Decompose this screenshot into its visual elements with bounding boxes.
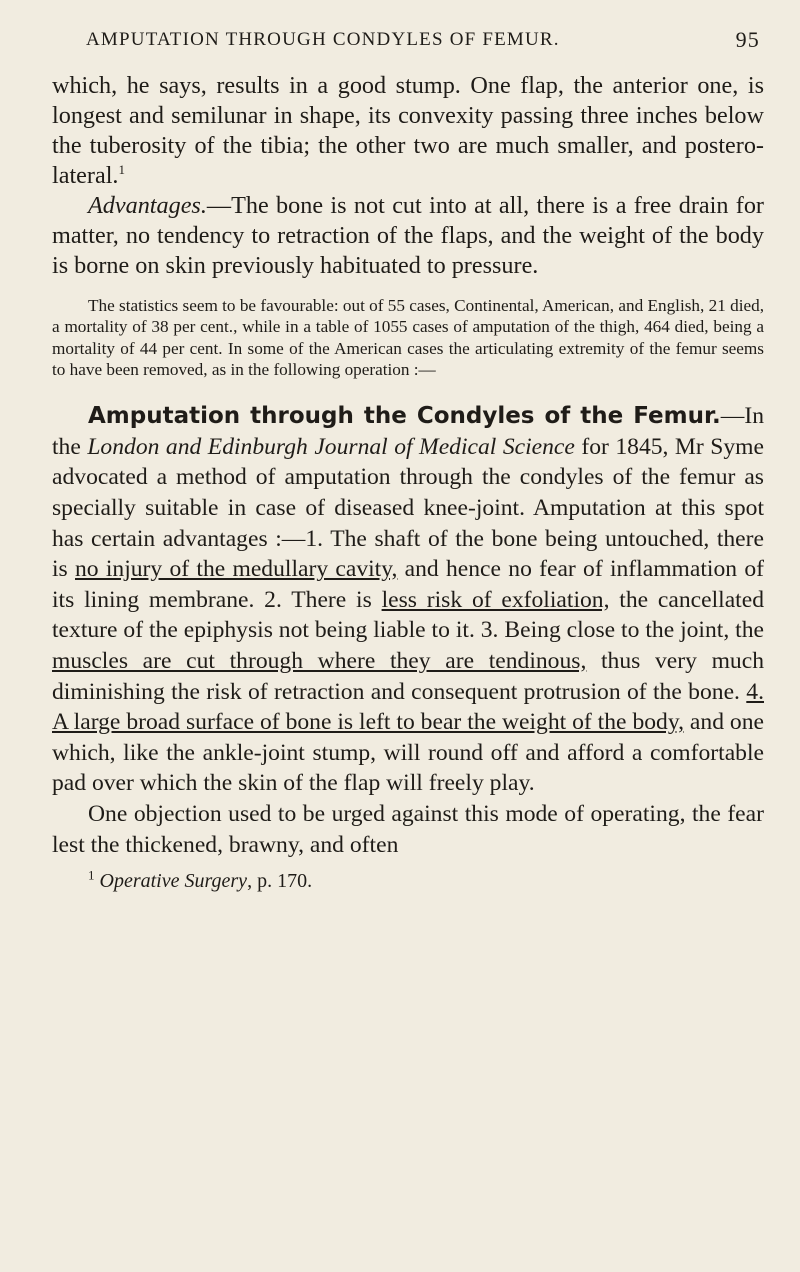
paragraph-advantages: [52, 191, 764, 281]
footnote-reference: 1: [118, 161, 125, 177]
section-text-a: for 1845, Mr Syme advocated a method of amputation through the condyles of the femur as specially suitable in case of diseased knee-joint. Amputation at this spot has certain advantages :—1. The shaft of the bone being untouched, there is: [52, 433, 764, 583]
running-head: [52, 0, 764, 60]
advantages-text: —The bone is not cut into at all, there is a free drain for matter, no tendency to retraction of the flaps, and the weight of the body is borne on skin previously habituated to pressure.: [52, 192, 764, 279]
underlined-exfoliation: less risk of exfoliation,: [381, 586, 610, 613]
footnote: [52, 867, 764, 893]
section-text-b: and hence no fear of inflammation of its lining membrane. 2. There is: [52, 556, 764, 613]
footnote-text: , p. 170.: [247, 870, 313, 893]
advantages-lead: Advantages.: [88, 192, 207, 219]
underlined-broad-surface: 4. A large broad surface of bone is left to bear the weight of the body,: [52, 678, 764, 736]
section-condyles: [52, 401, 764, 799]
section-text-c: the cancellated texture of the epiphysis not being liable to it. 3. Being close to the joint, the: [52, 586, 764, 644]
underlined-medullary: no injury of the medullary cavity,: [75, 556, 398, 583]
page-number: 95: [735, 27, 760, 52]
paragraph-flap-text: which, he says, results in a good stump. One flap, the anterior one, is longest and semilunar in shape, its convexity passing three inches below the tuberosity of the tibia; the other two are much smaller, and postero-lateral.: [52, 72, 764, 189]
underlined-muscles: muscles are cut through where they are tendinous,: [52, 647, 587, 674]
section-text-e: and one which, like the ankle-joint stump, will round off and afford a comfortable pad over which the skin of the flap will freely play.: [52, 709, 764, 797]
footnote-title: Operative Surgery: [99, 870, 248, 893]
section-text-d: thus very much diminishing the risk of retraction and consequent protrusion of the bone.: [52, 647, 764, 705]
section-dash: —In the: [52, 403, 764, 460]
section-heading: Amputation through the Condyles of the Femur.: [88, 403, 721, 430]
journal-title: London and Edinburgh Journal of Medical Science: [87, 433, 575, 460]
statistics-note: The statistics seem to be favourable: out of 55 cases, Continental, American, and English, 21 died, a mortality of 38 per cent., while in a table of 1055 cases of amputation of the thigh, 464 died, being a mortality of 44 per cent. In some of the American cases the articulating extremity of the femur seems to have been removed, as in the following operation :—: [52, 296, 764, 379]
paragraph-objection: One objection used to be urged against this mode of operating, the fear lest the thickened, brawny, and often: [52, 800, 764, 858]
footnote-mark: 1: [88, 867, 95, 883]
running-title: AMPUTATION THROUGH CONDYLES OF FEMUR.: [86, 29, 560, 50]
paragraph-flap-description: [52, 71, 764, 191]
